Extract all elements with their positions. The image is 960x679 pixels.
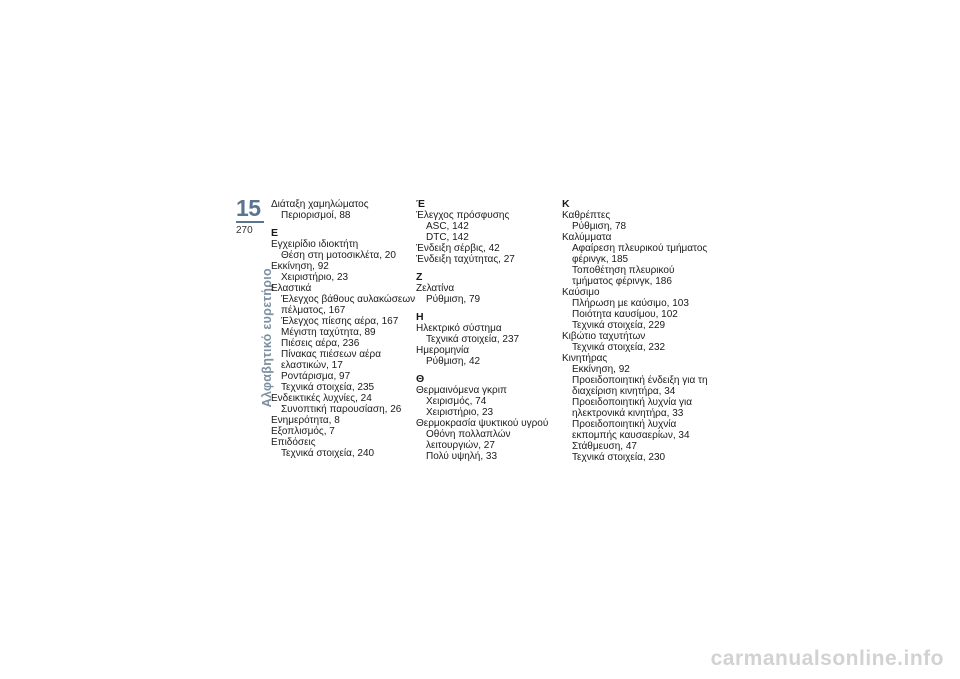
index-subentry: Προειδοποιητική ένδειξη για τη — [572, 375, 708, 386]
index-subentry: Ρύθμιση, 42 — [426, 356, 481, 367]
index-subentry: ηλεκτρονικά κινητήρα, 33 — [572, 408, 684, 419]
index-subentry: Προειδοποιητική λυχνία για — [572, 397, 693, 408]
index-subentry: Τεχνικά στοιχεία, 237 — [426, 334, 520, 345]
index-subentry: Οθόνη πολλαπλών — [426, 429, 511, 440]
index-subentry: Έλεγχος βάθους αυλακώσεων — [281, 294, 416, 305]
index-column-2 — [416, 199, 558, 462]
index-subentry: Μέγιστη ταχύτητα, 89 — [281, 327, 376, 338]
index-subentry: ελαστικών, 17 — [281, 360, 343, 371]
watermark: carmanualsonline.info — [710, 647, 944, 670]
index-subentry: ASC, 142 — [426, 221, 469, 232]
index-letter-heading: Κ — [562, 198, 570, 210]
index-column-1 — [271, 199, 416, 459]
index-entry: Καύσιμο — [562, 287, 600, 298]
index-subentry: Στάθμευση, 47 — [572, 441, 637, 452]
chapter-number: 15 — [236, 195, 261, 221]
index-subentry: Τεχνικά στοιχεία, 240 — [281, 448, 375, 459]
chapter-divider — [236, 221, 264, 223]
index-subentry: Πιέσεις αέρα, 236 — [281, 338, 360, 349]
chapter-marker — [236, 197, 268, 237]
index-subentry: Ρύθμιση, 78 — [572, 221, 627, 232]
index-entry: Θερμαινόμενα γκριπ — [416, 385, 507, 396]
index-subentry: Εκκίνηση, 92 — [572, 364, 630, 375]
index-subentry: Θέση στη μοτοσικλέτα, 20 — [281, 250, 396, 261]
index-subentry: λειτουργιών, 27 — [426, 440, 495, 451]
index-subentry: διαχείριση κινητήρα, 34 — [572, 386, 676, 397]
index-subentry: Τεχνικά στοιχεία, 229 — [572, 320, 666, 331]
index-subentry: Χειριστήριο, 23 — [281, 272, 349, 283]
index-entry: Καλύμματα — [562, 232, 612, 243]
index-entry: Εγχειρίδιο ιδιοκτήτη — [271, 239, 359, 250]
index-entry: Επιδόσεις — [271, 437, 316, 448]
index-entry: Εξοπλισμός, 7 — [271, 426, 335, 437]
index-subentry: φέρινγκ, 185 — [572, 254, 629, 265]
index-subentry: Περιορισμοί, 88 — [281, 210, 351, 221]
index-letter-heading: Η — [416, 311, 424, 323]
index-subentry: πέλματος, 167 — [281, 305, 346, 316]
index-letter-heading: Ζ — [416, 271, 423, 283]
index-entry: Ημερομηνία — [416, 345, 470, 356]
index-entry: Έλεγχος πρόσφυσης — [416, 210, 510, 221]
index-subentry: Έλεγχος πίεσης αέρα, 167 — [281, 316, 399, 327]
index-entry: Θερμοκρασία ψυκτικού υγρού — [416, 418, 549, 429]
index-subentry: Τεχνικά στοιχεία, 235 — [281, 382, 375, 393]
index-subentry: Ποιότητα καυσίμου, 102 — [572, 309, 678, 320]
index-entry: Κιβώτιο ταχυτήτων — [562, 331, 646, 342]
index-subentry: Τεχνικά στοιχεία, 230 — [572, 452, 666, 463]
index-entry: Ενημερότητα, 8 — [271, 415, 340, 426]
index-entry: Ενδεικτικές λυχνίες, 24 — [271, 393, 372, 404]
index-letter-heading: Έ — [416, 198, 425, 210]
index-subentry: Προειδοποιητική λυχνία — [572, 419, 677, 430]
index-entry: Καθρέπτες — [562, 210, 611, 221]
index-entry: Ένδειξη σέρβις, 42 — [416, 243, 500, 254]
index-entry: Διάταξη χαμηλώματος — [271, 199, 369, 210]
index-subentry: Αφαίρεση πλευρικού τμήματος — [572, 243, 708, 254]
index-column-3 — [562, 199, 712, 463]
index-subentry: Χειριστήριο, 23 — [426, 407, 494, 418]
index-subentry: Χειρισμός, 74 — [426, 396, 487, 407]
index-subentry: Πολύ υψηλή, 33 — [426, 451, 498, 462]
page-number: 270 — [236, 225, 253, 236]
index-subentry: Ρύθμιση, 79 — [426, 294, 481, 305]
index-entry: Ηλεκτρικό σύστημα — [416, 323, 502, 334]
index-entry: Ζελατίνα — [416, 283, 455, 294]
index-subentry: Συνοπτική παρουσίαση, 26 — [281, 404, 402, 415]
index-subentry: DTC, 142 — [426, 232, 469, 243]
index-letter-heading: Θ — [416, 373, 425, 385]
index-subentry: Τεχνικά στοιχεία, 232 — [572, 342, 666, 353]
index-subentry: εκπομπής καυσαερίων, 34 — [572, 430, 690, 441]
index-entry: Ελαστικά — [271, 283, 312, 294]
index-letter-heading: Ε — [271, 227, 279, 239]
index-subentry: Πίνακας πιέσεων αέρα — [281, 349, 381, 360]
index-subentry: Τοποθέτηση πλευρικού — [572, 265, 675, 276]
index-subentry: Πλήρωση με καύσιμο, 103 — [572, 298, 689, 309]
index-entry: Εκκίνηση, 92 — [271, 261, 329, 272]
index-entry: Κινητήρας — [562, 353, 608, 364]
sidebar-title: Αλφαβητικό ευρετήριο — [260, 268, 274, 408]
index-subentry: τμήματος φέρινγκ, 186 — [572, 276, 672, 287]
index-entry: Ένδειξη ταχύτητας, 27 — [416, 254, 515, 265]
index-subentry: Ροντάρισμα, 97 — [281, 371, 351, 382]
